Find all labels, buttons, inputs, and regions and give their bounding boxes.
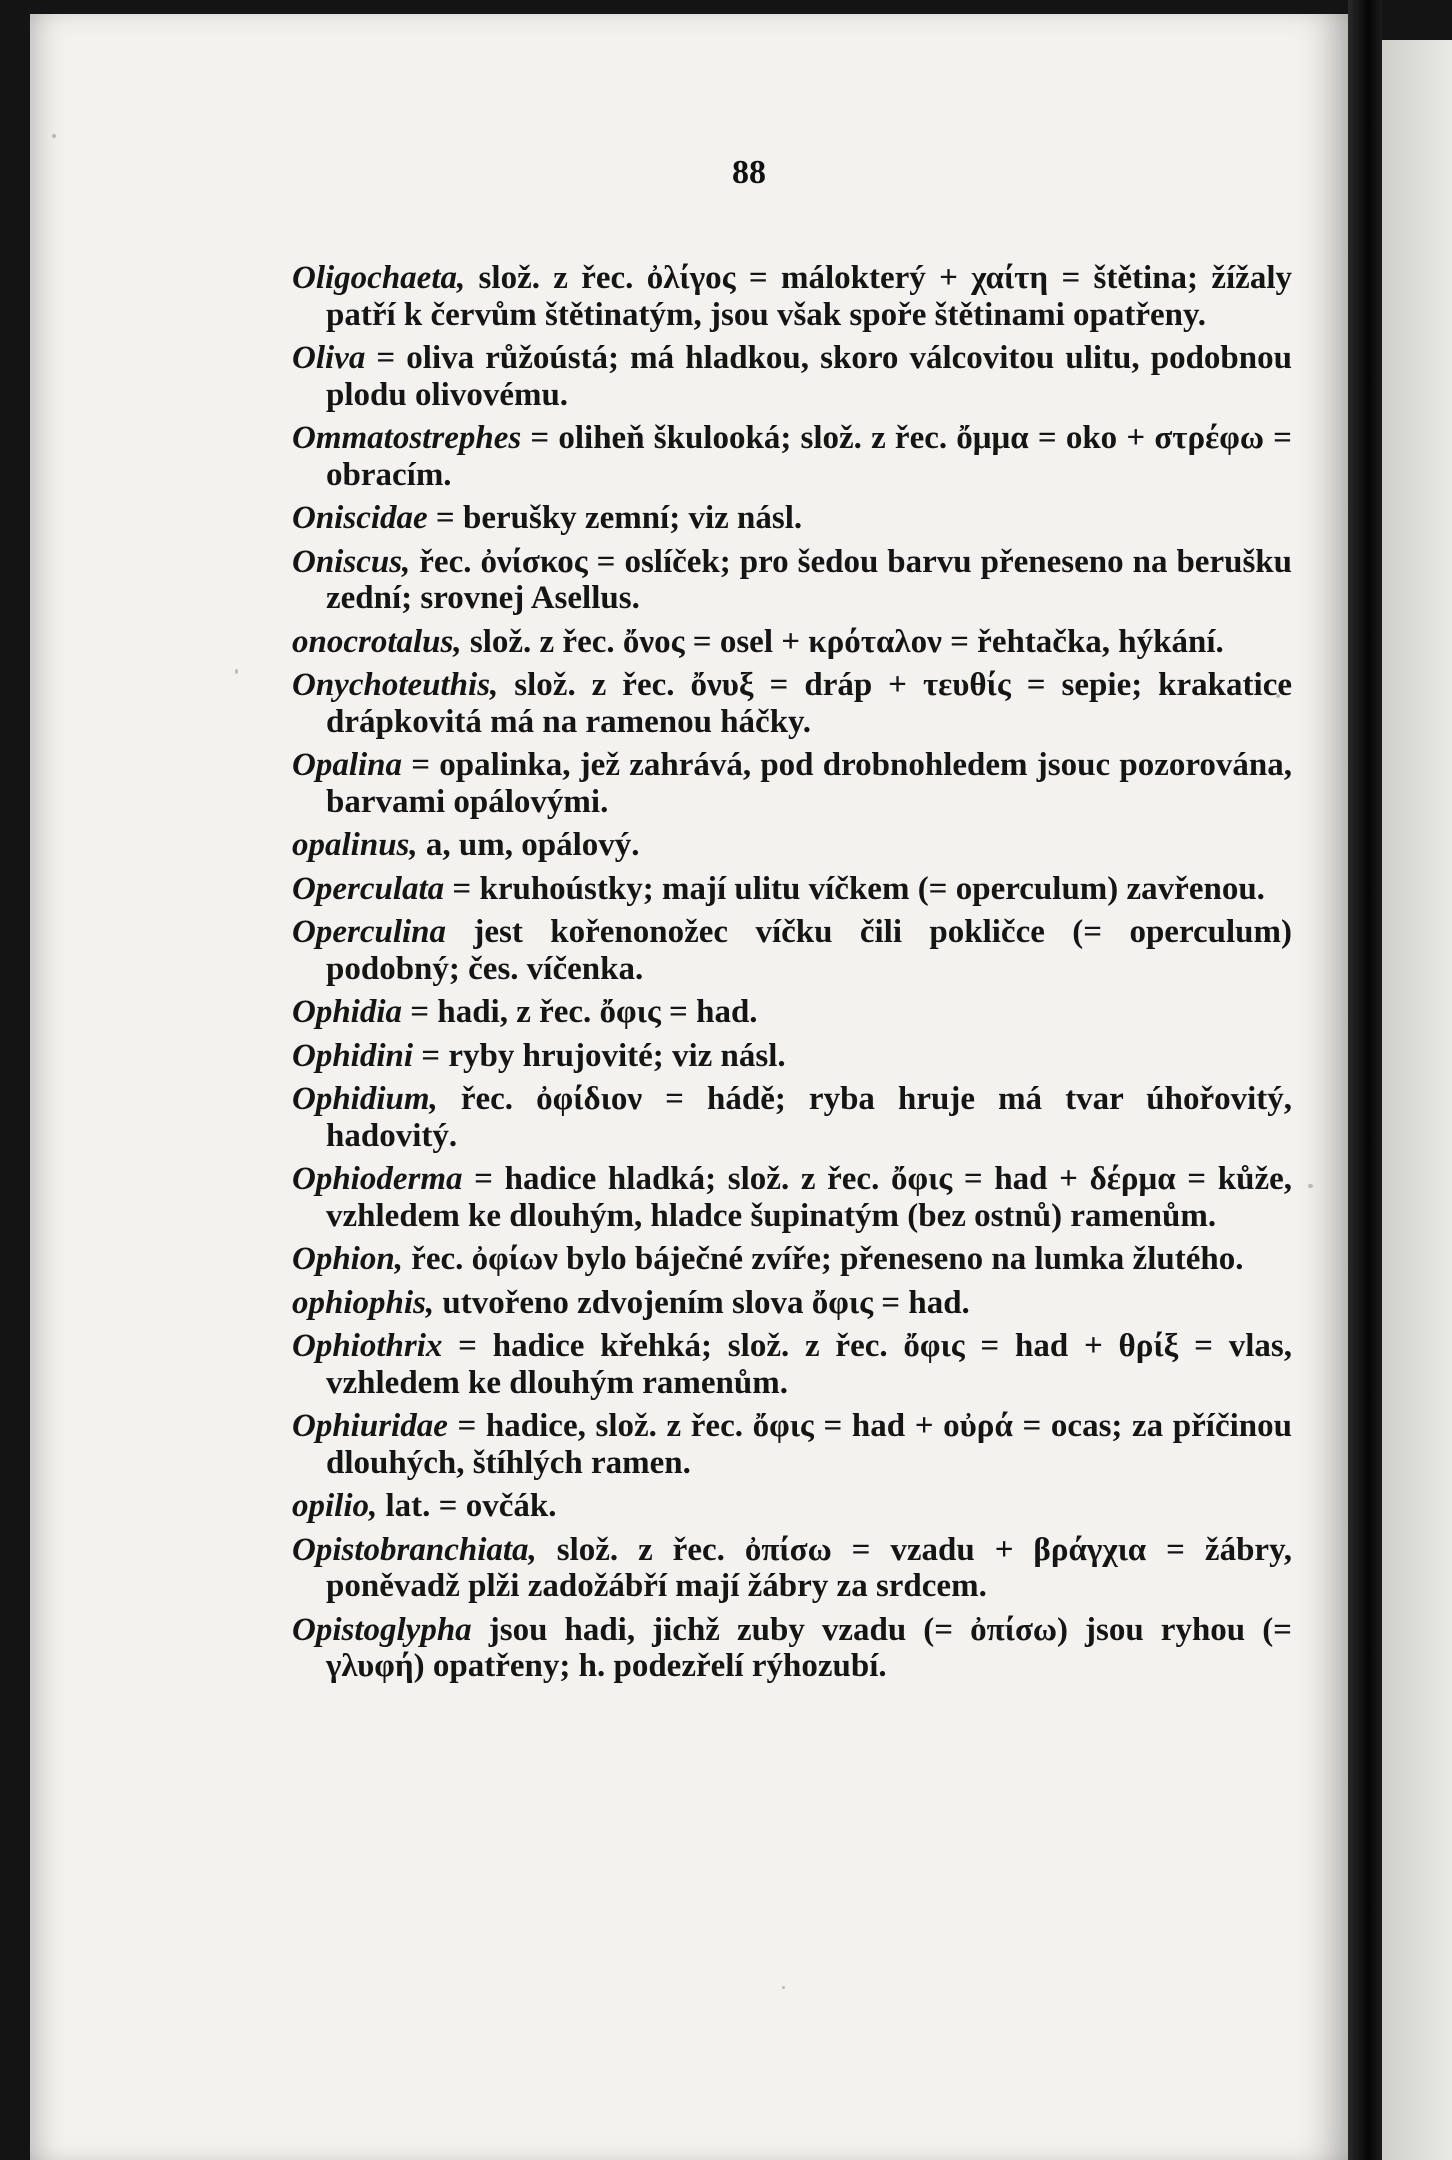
entry-term: Ophiuridae	[292, 1408, 448, 1444]
entry-term: Ophidini	[292, 1037, 414, 1074]
entry-term: Onychoteuthis,	[292, 667, 499, 703]
entry-definition: = hadice křehká; slož. z řec. ὄφις = had + θρίξ = vlas, vzhledem ke dlouhým ramenům.	[326, 1328, 1292, 1401]
entry-definition: slož. z řec. ὄνυξ = dráp + τευθίς = sepie; krakatice drápkovitá má na ramenou háčky.	[326, 667, 1292, 740]
paper-speck	[235, 669, 238, 674]
entry-term: Ophidium,	[292, 1081, 438, 1117]
book-page	[30, 14, 1348, 2160]
entry-term: Ophidia	[292, 994, 403, 1030]
entry-definition: slož. z řec. ὀλίγος = málokterý + χαίτη = štětina; žížaly patří k červům štětinatým, jsou však spoře štětinami opatřeny.	[326, 260, 1292, 333]
entry-definition: = oliheň škulooká; slož. z řec. ὄμμα = oko + στρέφω = obracím.	[326, 420, 1292, 493]
entry-definition: = kruhoústky; mají ulitu víčkem (= operculum) zavřenou.	[444, 870, 1265, 907]
dictionary-entry	[292, 1081, 1292, 1154]
entry-term: Ophion,	[292, 1241, 403, 1277]
entry-definition: utvořeno zdvojením slova ὄφις = had.	[434, 1284, 970, 1321]
paper-speck	[1308, 1184, 1313, 1188]
dictionary-entry	[292, 747, 1292, 820]
entry-definition: = oliva růžoústá; má hladkou, skoro válcovitou ulitu, podobnou plodu olivovému.	[326, 340, 1292, 413]
entry-definition: = opalinka, jež zahrává, pod drobnohledem jsouc pozorována, barvami opálovými.	[326, 747, 1292, 820]
dictionary-entry	[292, 1488, 1292, 1525]
entry-term: Operculata	[292, 870, 445, 907]
dictionary-entry	[292, 340, 1292, 413]
entry-definition: řec. ὀνίσκος = oslíček; pro šedou barvu přeneseno na berušku zední; srovnej Asellus.	[326, 543, 1292, 616]
dictionary-entry	[292, 1241, 1292, 1278]
dictionary-entry	[292, 667, 1292, 740]
dictionary-entry	[292, 871, 1292, 908]
book-spine	[1348, 0, 1382, 2160]
entry-definition: = hadice hladká; slož. z řec. ὄφις = had + δέρμα = kůže, vzhledem ke dlouhým, hladce šupinatým (bez ostnů) ramenům.	[326, 1161, 1292, 1234]
entry-definition: lat. = ovčák.	[377, 1488, 557, 1524]
dictionary-entry	[292, 1612, 1292, 1685]
entry-term: Opistobranchiata,	[292, 1531, 537, 1568]
entry-definition: jest kořenonožec víčku čili pokličce (= operculum) podobný; čes. víčenka.	[326, 914, 1292, 987]
dictionary-entry	[292, 1285, 1292, 1322]
dictionary-entry	[292, 1161, 1292, 1234]
dictionary-entry	[292, 1038, 1292, 1075]
entry-definition: = ryby hrujovité; viz násl.	[413, 1037, 786, 1074]
dictionary-entry	[292, 827, 1292, 864]
dictionary-entry	[292, 994, 1292, 1031]
dictionary-entry	[292, 1532, 1292, 1605]
entry-term: Oligochaeta,	[292, 260, 466, 296]
dictionary-entry	[292, 1408, 1292, 1481]
entry-term: Ophiothrix	[292, 1328, 443, 1364]
entry-term: Oliva	[292, 340, 366, 376]
dictionary-entries	[292, 260, 1292, 1692]
entry-term: Ophioderma	[292, 1161, 463, 1197]
entry-term: Opalina	[292, 747, 403, 783]
entry-definition: řec. ὀφίων bylo báječné zvíře; přeneseno na lumka žlutého.	[402, 1241, 1244, 1277]
entry-definition: a, um, opálový.	[417, 827, 640, 863]
entry-term: opalinus,	[292, 827, 418, 863]
dictionary-entry	[292, 260, 1292, 333]
dictionary-entry	[292, 1328, 1292, 1401]
entry-term: onocrotalus,	[292, 623, 462, 660]
paper-speck	[782, 1986, 785, 1989]
entry-term: opilio,	[292, 1488, 378, 1524]
paper-speck	[52, 134, 56, 138]
entry-definition: jsou hadi, jichž zuby vzadu (= ὀπίσω) jsou ryhou (= γλυφή) opatřeny; h. podezřelí rýhozubí.	[326, 1611, 1292, 1684]
dictionary-entry	[292, 914, 1292, 987]
entry-term: Oniscus,	[292, 543, 411, 580]
entry-definition: slož. z řec. ὄνος = osel + κρόταλον = řehtačka, hýkání.	[461, 623, 1224, 660]
dictionary-entry	[292, 544, 1292, 617]
entry-definition: = hadice, slož. z řec. ὄφις = had + οὐρά = ocas; za příčinou dlouhých, štíhlých ramen.	[326, 1408, 1292, 1481]
dictionary-entry	[292, 500, 1292, 537]
entry-term: Opistoglypha	[292, 1611, 472, 1648]
page-number: 88	[732, 154, 766, 191]
entry-term: Operculina	[292, 914, 447, 950]
dictionary-entry	[292, 624, 1292, 661]
entry-term: ophiophis,	[292, 1284, 435, 1321]
dictionary-entry	[292, 420, 1292, 493]
entry-term: Oniscidae	[292, 500, 428, 536]
entry-definition: slož. z řec. ὀπίσω = vzadu + βράγχια = žábry, poněvadž plži zadožábří mají žábry za srdcem.	[326, 1531, 1292, 1604]
entry-definition: = hadi, z řec. ὄφις = had.	[402, 994, 758, 1030]
entry-definition: řec. ὀφίδιον = hádě; ryba hruje má tvar úhořovitý, hadovitý.	[326, 1081, 1292, 1154]
entry-definition: = berušky zemní; viz násl.	[427, 500, 803, 536]
entry-term: Ommatostrephes	[292, 420, 522, 456]
facing-page-edge	[1382, 40, 1452, 2160]
